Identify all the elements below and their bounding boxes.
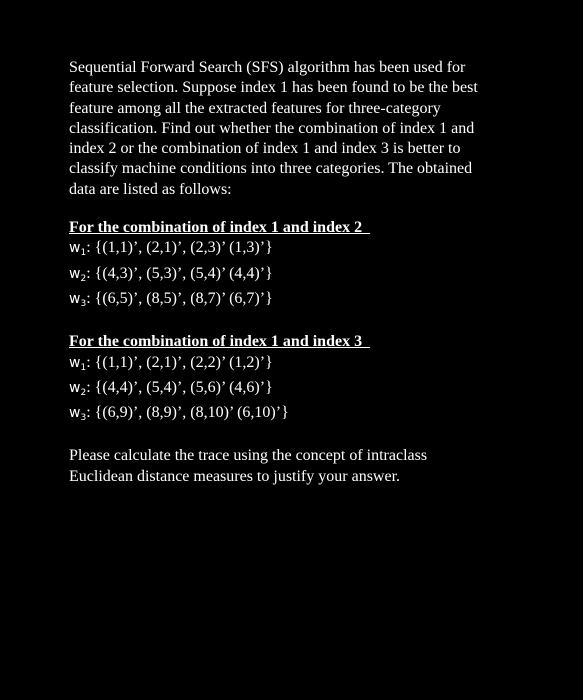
class-label: $w_2$ bbox=[69, 379, 87, 398]
class-set-row bbox=[69, 238, 539, 263]
intro-line: classify machine conditions into three categories. The obtained bbox=[69, 160, 473, 178]
intro-line: data are listed as follows: bbox=[69, 180, 232, 198]
class-label: $w_3$ bbox=[69, 405, 87, 424]
class-set-row bbox=[69, 403, 539, 428]
class-set-row bbox=[69, 378, 539, 403]
intro-line: index 2 or the combination of index 1 and index 3 is better to bbox=[69, 140, 461, 158]
class-index: 2 bbox=[80, 273, 87, 284]
closing-line: Euclidean distance measures to justify your answer. bbox=[69, 467, 401, 485]
closing-line: Please calculate the trace using the concept of intraclass bbox=[69, 447, 428, 465]
class-data: : {(6,5)’, (8,5)’, (8,7)’ (6,7)’} bbox=[86, 289, 273, 307]
class-index: 1 bbox=[80, 248, 87, 259]
section-heading: For the combination of index 1 and index 3 bbox=[69, 333, 371, 351]
class-index: 1 bbox=[80, 362, 87, 373]
class-label: $w_1$ bbox=[69, 240, 87, 259]
class-set-row bbox=[69, 264, 539, 289]
class-index: 3 bbox=[80, 413, 87, 424]
class-data: : {(4,4)’, (5,4)’, (5,6)’ (4,6)’} bbox=[86, 378, 273, 396]
class-data: : {(1,1)’, (2,1)’, (2,2)’ (1,2)’} bbox=[86, 353, 273, 371]
section-heading: For the combination of index 1 and index 2 bbox=[69, 219, 371, 237]
closing-paragraph bbox=[69, 446, 539, 487]
class-index: 3 bbox=[80, 298, 87, 309]
class-index: 2 bbox=[80, 387, 87, 398]
intro-line: feature among all the extracted features for three-category bbox=[69, 99, 441, 117]
document bbox=[69, 58, 539, 487]
intro-line: classification. Find out whether the combination of index 1 and bbox=[69, 119, 475, 137]
class-label: $w_2$ bbox=[69, 265, 87, 284]
intro-paragraph bbox=[69, 58, 539, 200]
intro-line: Sequential Forward Search (SFS) algorithm has been used for bbox=[69, 59, 466, 76]
class-set-row bbox=[69, 289, 539, 314]
class-data: : {(1,1)’, (2,1)’, (2,3)’ (1,3)’} bbox=[86, 239, 273, 257]
combination-1-2-section bbox=[69, 218, 539, 314]
class-data: : {(4,3)’, (5,3)’, (5,4)’ (4,4)’} bbox=[86, 264, 273, 282]
class-set-row bbox=[69, 353, 539, 378]
combination-1-3-section bbox=[69, 332, 539, 428]
class-label: $w_1$ bbox=[69, 354, 87, 373]
class-data: : {(6,9)’, (8,9)’, (8,10)’ (6,10)’} bbox=[86, 404, 289, 422]
intro-line: feature selection. Suppose index 1 has been found to be the best bbox=[69, 79, 478, 97]
class-label: $w_3$ bbox=[69, 290, 87, 309]
